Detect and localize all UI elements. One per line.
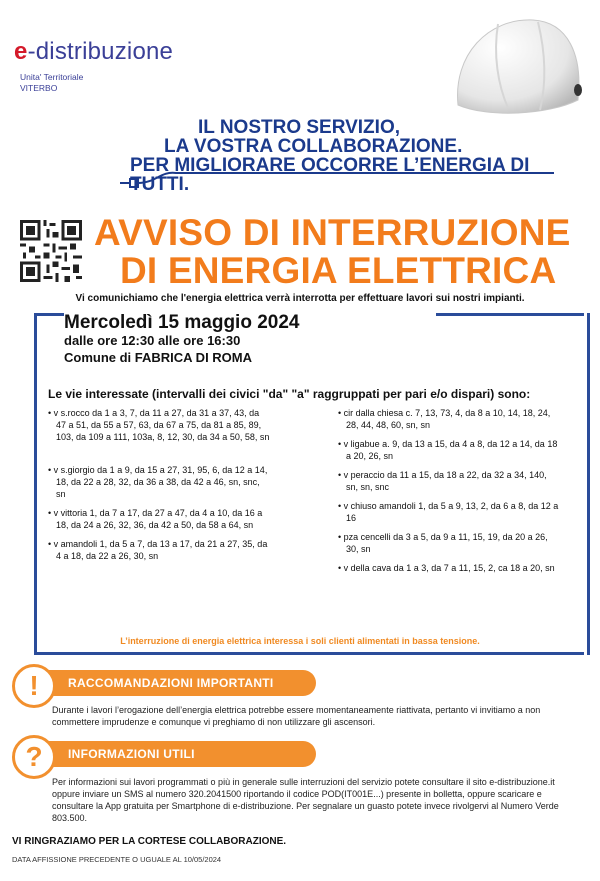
notice-title [94, 214, 571, 290]
street-item: • v peraccio da 11 a 15, da 18 a 22, da 32 a 34, 140, sn, sn, snc [338, 470, 547, 492]
interruption-times: dalle ore 12:30 alle ore 16:30 [64, 333, 241, 348]
unit-line-1: Unita' Territoriale [20, 72, 84, 82]
recommendations-banner [16, 670, 316, 696]
street-text: v s.giorgio da 1 a 9, da 15 a 27, 31, 95, 6, da 12 a 14, 18, da 22 a 28, 32, da 36 a 38, da 42 a 46, sn, snc, sn [53, 465, 268, 499]
street-item: • v amandoli 1, da 5 a 7, da 13 a 17, da 21 a 27, 35, da 4 a 18, da 22 a 26, 30, sn [48, 539, 268, 561]
street-item: • v ligabue a. 9, da 13 a 15, da 4 a 8, da 12 a 14, da 18 a 20, 26, sn [338, 439, 558, 461]
low-voltage-note: L’interruzione di energia elettrica interessa i soli clienti alimentati in bassa tensione. [120, 636, 480, 646]
title-line-2: DI ENERGIA ELETTRICA [120, 250, 557, 291]
street-item: • v vittoria 1, da 7 a 17, da 27 a 47, da 4 a 10, da 16 a 18, da 24 a 26, 32, 36, da 42 a 50, da 58 a 64, sn [48, 508, 263, 530]
recommendations-text: Durante i lavori l’erogazione dell’energia elettrica potrebbe essere momentaneamente riattivata, pertanto vi invitiamo a non commettere imprudenze e comunque vi preghiamo di non utilizzare gli ascensori. [52, 705, 541, 727]
thanks-text: VI RINGRAZIAMO PER LA CORTESE COLLABORAZIONE. [12, 836, 287, 847]
street-item: • v s.giorgio da 1 a 9, da 15 a 27, 31, 95, 6, da 12 a 14, 18, da 22 a 28, 32, da 36 a 38, da 42 a 46, sn, snc, sn [48, 465, 268, 499]
street-text: v della cava da 1 a 3, da 7 a 11, 15, 2, ca 18 a 20, sn [343, 563, 555, 573]
intro-text: Vi comunichiamo che l'energia elettrica verrà interrotta per effettuare lavori sui nostri impianti. [75, 293, 525, 304]
street-text: v ligabue a. 9, da 13 a 15, da 4 a 8, da 12 a 14, da 18 a 20, 26, sn [343, 439, 558, 461]
street-text: cir dalla chiesa c. 7, 13, 73, 4, da 8 a 10, 14, 18, 24, 28, 44, 48, 60, sn, sn [343, 408, 551, 430]
street-text: v vittoria 1, da 7 a 17, da 27 a 47, da 4 a 10, da 16 a 18, da 24 a 26, 32, 36, da 42 a 50, da 58 a 64, sn [53, 508, 263, 530]
frame-top-left [34, 313, 64, 316]
street-text: v amandoli 1, da 5 a 7, da 13 a 17, da 21 a 27, 35, da 4 a 18, da 22 a 26, 30, sn [53, 539, 268, 561]
interruption-date: Mercoledì 15 maggio 2024 [64, 312, 300, 333]
slogan-line-1: IL NOSTRO SERVIZIO, [198, 117, 400, 138]
street-item: • v della cava da 1 a 3, da 7 a 11, 15, 2, ca 18 a 20, sn [338, 563, 555, 573]
street-item: • cir dalla chiesa c. 7, 13, 73, 4, da 8 a 10, 14, 18, 24, 28, 44, 48, 60, sn, sn [338, 408, 551, 430]
street-item: • pza cencelli da 3 a 5, da 9 a 11, 15, 19, da 20 a 26, 30, sn [338, 532, 548, 554]
slogan-line-3: PER MIGLIORARE OCCORRE L’ENERGIA DI TUTTI. [130, 155, 530, 195]
street-text: v s.rocco da 1 a 3, 7, da 11 a 27, da 31 a 37, 43, da 47 a 51, da 55 a 57, 63, da 67 a 75, da 81 a 85, 89, 103, da 109 a 111, 103a, 8, 12, 30, da 34 a 50, 58, sn [53, 408, 270, 442]
qr-code [20, 220, 82, 282]
logo-text: -distribuzione [27, 38, 174, 65]
unit-line-2: VITERBO [20, 83, 58, 93]
info-title: INFORMAZIONI UTILI [68, 747, 195, 761]
street-text: v peraccio da 11 a 15, da 18 a 22, da 32 a 34, 140, sn, sn, snc [343, 470, 547, 492]
posting-date: DATA AFFISSIONE PRECEDENTE O UGUALE AL 10/05/2024 [12, 855, 222, 864]
plug-cable-icon [116, 163, 556, 189]
frame-top-right [436, 313, 584, 316]
recommendations-title: RACCOMANDAZIONI IMPORTANTI [68, 676, 274, 690]
title-line-1: AVVISO DI INTERRUZIONE [94, 212, 571, 253]
question-mark-icon: ? [12, 735, 56, 779]
municipality: Comune di FABRICA DI ROMA [64, 350, 253, 365]
slogan-line-2: LA VOSTRA COLLABORAZIONE. [164, 136, 463, 157]
street-text: v chiuso amandoli 1, da 5 a 9, 13, 2, da 6 a 8, da 12 a 16 [343, 501, 559, 523]
streets-heading: Le vie interessate (intervalli dei civici "da" "a" raggruppati per pari e/o dispari) sono: [48, 387, 531, 401]
territorial-unit [20, 72, 83, 94]
helmet-illustration [438, 10, 588, 130]
street-text: pza cencelli da 3 a 5, da 9 a 11, 15, 19, da 20 a 26, 30, sn [343, 532, 548, 554]
info-text: Per informazioni sui lavori programmati o più in generale sulle interruzioni del servizio potete consultare il sito e-distribuzione.it oppure inviare un SMS al numero 320.2041500 riportando il codice POD(IT001E...) presente in bolletta, oppure scaricare e consultare la App gratuita per Smartphone di e-distribuzione. Per segnalare un guasto potete invece rivolgervi al Numero Verde 803.500. [52, 777, 559, 823]
exclamation-icon: ! [12, 664, 56, 708]
street-item: • v s.rocco da 1 a 3, 7, da 11 a 27, da 31 a 37, 43, da 47 a 51, da 55 a 57, 63, da 67 a 75, da 81 a 85, 89, 103, da 109 a 111, 103a, 8, 12, 30, da 34 a 50, 58, sn [48, 408, 270, 442]
streets-left-column [48, 407, 270, 569]
frame-bottom [34, 652, 584, 655]
info-banner [16, 741, 316, 767]
logo-prefix: e [14, 38, 28, 65]
streets-right-column [338, 407, 560, 581]
e-distribuzione-logo [14, 38, 173, 66]
street-item: • v chiuso amandoli 1, da 5 a 9, 13, 2, da 6 a 8, da 12 a 16 [338, 501, 559, 523]
